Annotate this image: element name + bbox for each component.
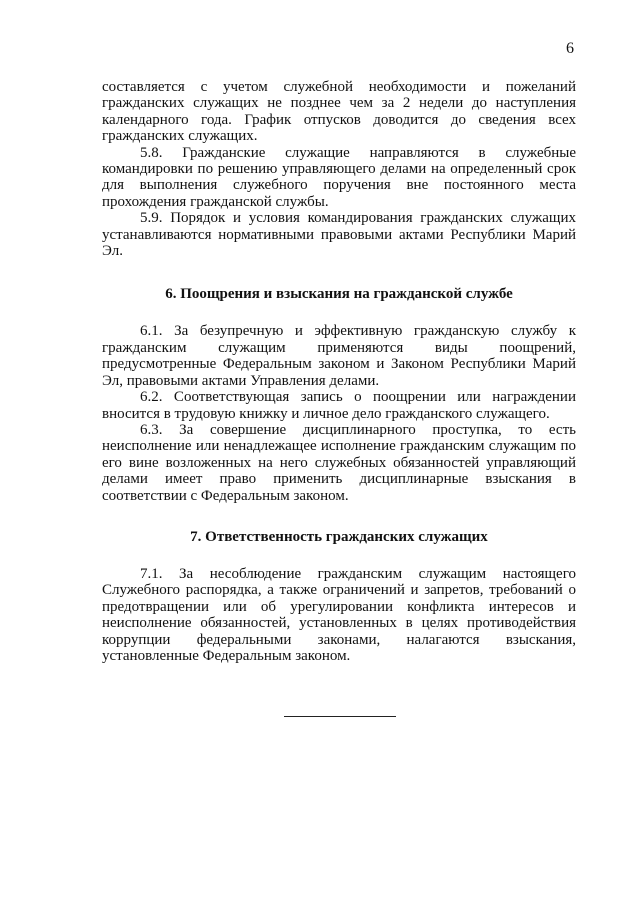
paragraph-7-1: 7.1. За несоблюдение гражданским служащим настоящего Служебного распорядка, а также ограничений и запретов, требований о предотвращении или об урегулировании конфликта интересов и неисполнение обязанностей, установленных в целях противодействия коррупции федеральными законами, налагаются взыскания, установленные Федеральным законом.	[102, 565, 576, 664]
section-7-title: 7. Ответственность гражданских служащих	[190, 528, 488, 545]
paragraph-5-8: 5.8. Гражданские служащие направляются в служебные командировки по решению управляющего делами на определенный срок для выполнения служебного поручения вне постоянного места прохождения гражданской службы.	[102, 144, 576, 210]
paragraph-continuation: составляется с учетом служебной необходимости и пожеланий гражданских служащих не позднее чем за 2 недели до наступления календарного года. График отпусков доводится до сведения всех гражданских служащих.	[102, 79, 576, 145]
paragraph-6-3: 6.3. За совершение дисциплинарного проступка, то есть неисполнение или ненадлежащее исполнение гражданским служащим по его вине возложенных на него служебных обязанностей управляющий делами имеет право применить дисциплинарные взыскания в соответствии с Федеральным законом.	[102, 421, 576, 504]
paragraph-5-9: 5.9. Порядок и условия командирования гражданских служащих устанавливаются нормативными правовыми актами Республики Марий Эл.	[102, 210, 576, 260]
end-divider	[284, 716, 396, 717]
paragraph-6-1: 6.1. За безупречную и эффективную гражданскую службу к гражданским служащим применяются виды поощрений, предусмотренные Федеральным законом и Законом Республики Марий Эл, правовыми актами Управления делами.	[102, 323, 576, 389]
section-6-title: 6. Поощрения и взыскания на гражданской службе	[165, 286, 513, 303]
paragraph-6-2: 6.2. Соответствующая запись о поощрении или награждении вносится в трудовую книжку и личное дело гражданского служащего.	[102, 389, 576, 422]
document-body	[102, 79, 576, 664]
page-number: 6	[566, 40, 574, 57]
